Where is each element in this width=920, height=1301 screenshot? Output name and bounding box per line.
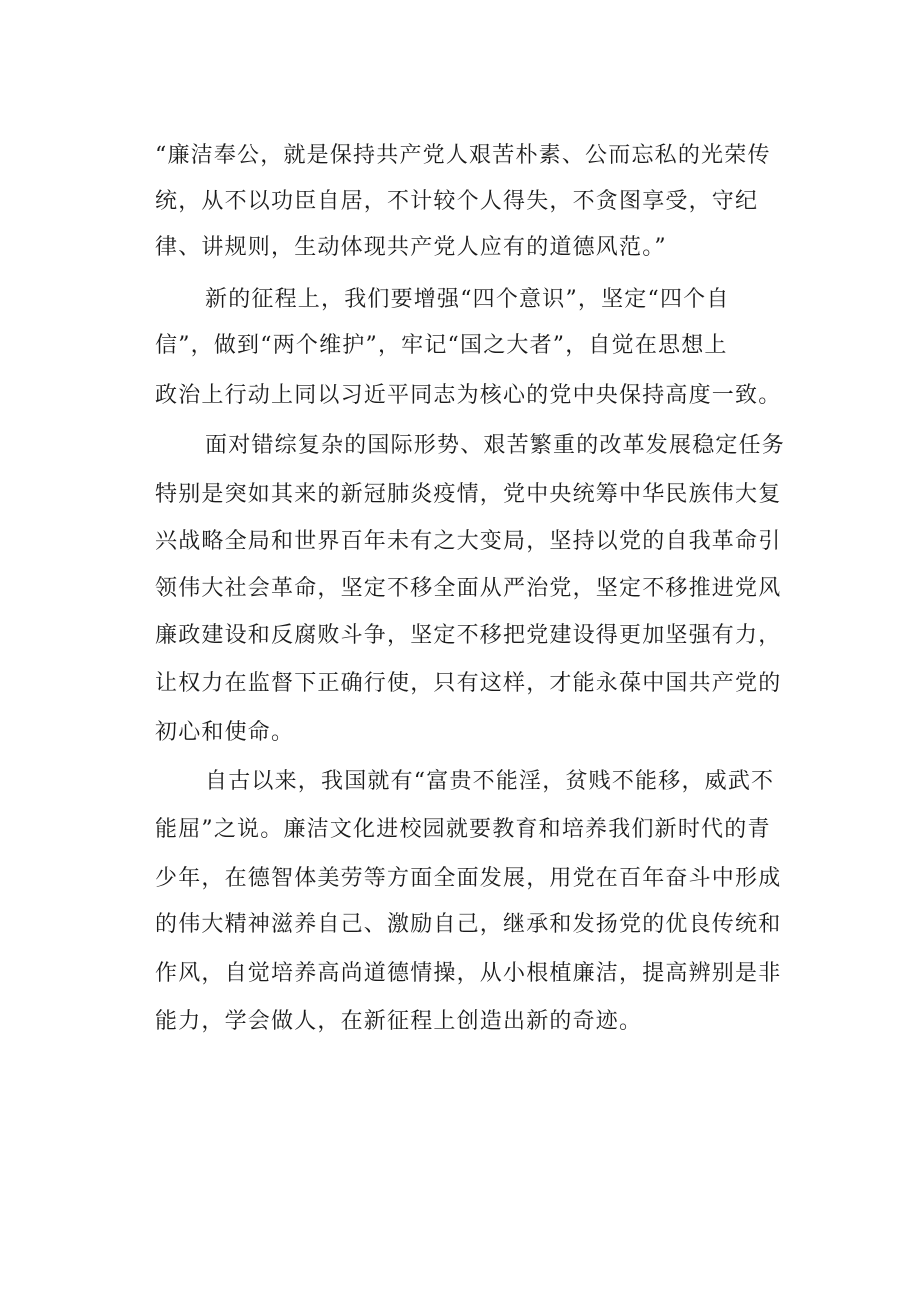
text-line: 少年，在德智体美劳等方面全面发展，用党在百年奋斗中形成 bbox=[155, 866, 782, 891]
text-line: 面对错综复杂的国际形势、艰苦繁重的改革发展稳定任务 bbox=[205, 433, 786, 458]
text-line: 作风，自觉培养高尚道德情操，从小根植廉洁，提高辨别是非 bbox=[155, 961, 782, 986]
text-line: 廉政建设和反腐败斗争，坚定不移把党建设得更加坚强有力， bbox=[155, 623, 782, 648]
text-line: 兴战略全局和世界百年未有之大变局，坚持以党的自我革命引 bbox=[155, 529, 782, 554]
text-line: 能屈”之说。廉洁文化进校园就要教育和培养我们新时代的青 bbox=[155, 817, 771, 842]
text-line: 领伟大社会革命，坚定不移全面从严治党，坚定不移推进党风 bbox=[155, 576, 782, 601]
text-line: 初心和使命。 bbox=[155, 720, 295, 745]
text-line: 政治上行动上同以习近平同志为核心的党中央保持高度一致。 bbox=[155, 383, 782, 408]
text-line: 律、讲规则，生动体现共产党人应有的道德风范。” bbox=[155, 235, 667, 260]
text-line: 能力，学会做人，在新征程上创造出新的奇迹。 bbox=[155, 1009, 643, 1034]
text-line: 自古以来，我国就有“富贵不能淫，贫贱不能移，威武不 bbox=[205, 769, 775, 794]
text-line: 新的征程上，我们要增强“四个意识”，坚定“四个自 bbox=[205, 287, 730, 312]
text-line: “廉洁奉公，就是保持共产党人艰苦朴素、公而忘私的光荣传 bbox=[155, 143, 771, 168]
text-line: 的伟大精神滋养自己、激励自己，继承和发扬党的优良传统和 bbox=[155, 912, 782, 937]
text-line: 统，从不以功臣自居，不计较个人得失，不贪图享受，守纪 bbox=[155, 189, 759, 214]
text-line: 特别是突如其来的新冠肺炎疫情，党中央统筹中华民族伟大复 bbox=[155, 482, 782, 507]
text-line: 信”，做到“两个维护”，牢记“国之大者”，自觉在思想上 bbox=[155, 333, 728, 358]
text-line: 让权力在监督下正确行使，只有这样，才能永葆中国共产党的 bbox=[155, 671, 782, 696]
